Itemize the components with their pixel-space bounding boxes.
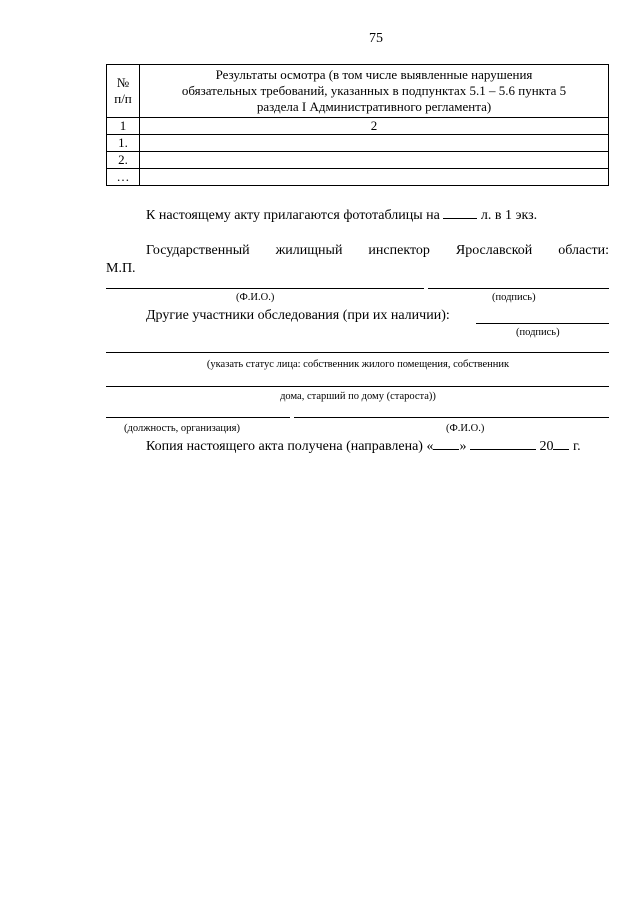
header-number-line: п/п [114,91,132,106]
attachment-prefix: К настоящему акту прилагаются фототаблицы на [146,208,440,223]
header-result-line: раздела I Административного регламента) [256,99,492,114]
status-caption-2: дома, старший по дому (староста)) [280,391,436,402]
status-caption-1: (указать статус лица: собственник жилого помещения, собственник [206,359,510,370]
table-row [107,135,609,152]
participants-signature-line[interactable] [476,323,609,324]
table-row [107,152,609,169]
stamp-label: М.П. [106,261,136,276]
row-result-cell [140,169,609,186]
other-participants-label: Другие участники обследования (при их наличии): [146,308,450,323]
inspector-word: Государственный [146,243,250,258]
participant-fio-line[interactable] [294,417,609,418]
quote-close: » [459,439,467,454]
signature-caption: (подпись) [492,292,536,303]
table-row [107,169,609,186]
header-number-line: № [116,75,130,90]
copy-text: Копия настоящего акта получена (направлена) « [146,439,434,454]
participant-status-line[interactable] [106,352,609,353]
row-result-cell [140,152,609,169]
inspector-word: Ярославской [455,243,533,258]
column-number-cell: 2 [140,118,609,135]
inspector-line [146,242,609,259]
sheet-count-blank[interactable] [443,206,477,219]
day-blank[interactable] [433,437,459,450]
row-number-cell: … [107,169,140,186]
inspector-signature-line[interactable] [428,288,609,289]
row-number-cell: 1. [107,135,140,152]
header-result-line: Результаты осмотра (в том числе выявленные нарушения [215,67,533,82]
page-number: 75 [369,31,383,46]
inspector-fio-line[interactable] [106,288,424,289]
year-suffix: г. [572,439,581,454]
row-result-cell [140,135,609,152]
column-number-cell: 1 [107,118,140,135]
header-result-cell [140,65,609,118]
results-table [106,64,609,186]
participant-status-line-2[interactable] [106,386,609,387]
inspector-word: области: [558,243,609,258]
fio-caption-2: (Ф.И.О.) [446,423,485,434]
inspector-word: инспектор [368,243,430,258]
row-number-cell: 2. [107,152,140,169]
attachment-suffix: л. в 1 экз. [480,208,538,223]
month-blank[interactable] [470,437,536,450]
copy-received-sentence [146,437,581,455]
participants-signature-caption: (подпись) [516,327,560,338]
year-blank[interactable] [553,437,569,450]
position-caption: (должность, организация) [124,423,240,434]
year-prefix: 20 [539,439,554,454]
position-organization-line[interactable] [106,417,290,418]
attachment-sentence [146,206,537,224]
table-header-row [107,65,609,118]
header-number-cell [107,65,140,118]
table-column-number-row [107,118,609,135]
header-result-line: обязательных требований, указанных в подпунктах 5.1 – 5.6 пункта 5 [181,83,567,98]
inspector-word: жилищный [275,243,343,258]
fio-caption: (Ф.И.О.) [236,292,275,303]
